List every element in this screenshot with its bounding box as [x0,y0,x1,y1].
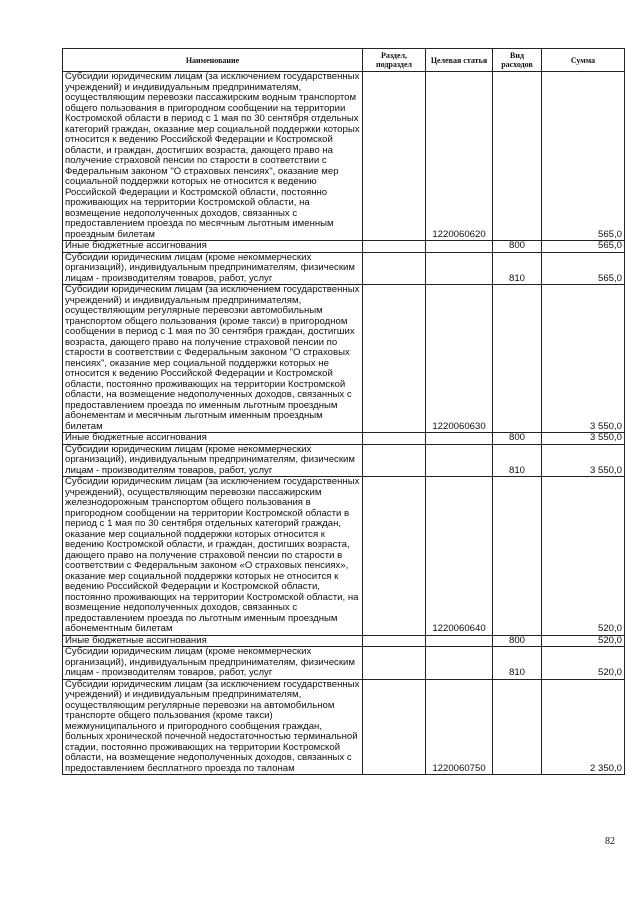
row-expense-type: 810 [493,444,542,477]
header-name: Наименование [63,49,363,72]
row-expense-type: 810 [493,252,542,285]
table-row [63,433,625,445]
row-section [363,285,426,433]
row-section [363,444,426,477]
row-section [363,433,426,445]
row-amount: 565,0 [542,252,625,285]
budget-table-page [62,48,624,775]
row-amount: 520,0 [542,635,625,647]
table-row [63,444,625,477]
row-amount: 565,0 [542,241,625,253]
row-amount: 520,0 [542,477,625,636]
row-name: Субсидии юридическим лицам (кроме некоммерческих организаций), индивидуальным предпринимателям, физическим лицам - производителям товаров, работ, услуг [63,647,363,680]
header-target: Целевая статья [426,49,493,72]
table-row [63,252,625,285]
row-name: Иные бюджетные ассигнования [63,635,363,647]
row-section [363,252,426,285]
row-expense-type [493,679,542,775]
row-target [426,647,493,680]
page-number: 82 [605,836,615,847]
row-amount: 3 550,0 [542,444,625,477]
header-amount: Сумма [542,49,625,72]
row-amount: 3 550,0 [542,285,625,433]
row-name: Субсидии юридическим лицам (за исключением государственных учреждений) и индивидуальным предпринимателям, осуществляющим регулярные перевозки автомобильным транспортом общего пользования (кроме такси) в пригородном сообщении в период с 1 мая по 30 сентября граждан, достигших возраста, дающего право на получение страховой пенсии по старости в соответствии с Федеральным законом "О страховых пенсиях", оказание мер социальной поддержки которых не относится к ведению Российской Федерации и Костромской области, постоянно проживающих на территории Костромской области, на возмещение недополученных доходов, связанных с предоставлением проезда по именным льготным проездным абонементам и месячным льготным именным проездным билетам [63,285,363,433]
row-target: 1220060630 [426,285,493,433]
row-target [426,241,493,253]
row-amount: 565,0 [542,72,625,241]
row-section [363,647,426,680]
row-expense-type: 800 [493,433,542,445]
row-target [426,252,493,285]
row-target [426,635,493,647]
row-name: Субсидии юридическим лицам (за исключением государственных учреждений) и индивидуальным предпринимателям, осуществляющим регулярные перевозки на автомобильном транспорте общего пользования (кроме такси) межмуниципального и пригородного сообщения граждан, больных хронической почечной недостаточностью терминальной стадии, постоянно проживающих на территории Костромской области, на возмещение недополученных доходов, связанных с предоставлением бесплатного проезда по талонам [63,679,363,775]
row-name: Иные бюджетные ассигнования [63,241,363,253]
row-amount: 3 550,0 [542,433,625,445]
row-expense-type [493,477,542,636]
table-header-row [63,49,625,72]
row-section [363,241,426,253]
row-name: Субсидии юридическим лицам (кроме некоммерческих организаций), индивидуальным предпринимателям, физическим лицам - производителям товаров, работ, услуг [63,444,363,477]
table-row [63,477,625,636]
table-row [63,72,625,241]
row-amount: 520,0 [542,647,625,680]
row-target: 1220060750 [426,679,493,775]
table-row [63,635,625,647]
row-target [426,444,493,477]
table-row [63,647,625,680]
row-section [363,635,426,647]
row-amount: 2 350,0 [542,679,625,775]
row-expense-type [493,72,542,241]
header-expense-type: Вид расходов [493,49,542,72]
row-name: Иные бюджетные ассигнования [63,433,363,445]
row-section [363,477,426,636]
table-row [63,679,625,775]
row-name: Субсидии юридическим лицам (кроме некоммерческих организаций), индивидуальным предпринимателям, физическим лицам - производителям товаров, работ, услуг [63,252,363,285]
row-name: Субсидии юридическим лицам (за исключением государственных учреждений), осуществляющим перевозки пассажирским железнодорожным транспортом общего пользования в пригородном сообщении на территории Костромской области в период с 1 мая по 30 сентября отдельных категорий граждан, оказание мер социальной поддержки которых относится к ведению Костромской области, и граждан, достигших возраста, дающего право на получение страховой пенсии по старости в соответствии с Федеральным законом «О страховых пенсиях», оказание мер социальной поддержки которых не относится к ведению Российской Федерации и Костромской области, постоянно проживающих на территории Костромской области, на возмещение недополученных доходов, связанных с предоставлением проезда по льготным именным проездным абонементным билетам [63,477,363,636]
row-expense-type: 810 [493,647,542,680]
row-expense-type: 800 [493,635,542,647]
row-target: 1220060620 [426,72,493,241]
row-section [363,679,426,775]
row-section [363,72,426,241]
row-target: 1220060640 [426,477,493,636]
budget-table [62,48,625,775]
header-section: Раздел, подраздел [363,49,426,72]
table-row [63,241,625,253]
table-row [63,285,625,433]
row-target [426,433,493,445]
row-expense-type: 800 [493,241,542,253]
row-expense-type [493,285,542,433]
row-name: Субсидии юридическим лицам (за исключением государственных учреждений) и индивидуальным предпринимателям, осуществляющим перевозки пассажирским водным транспортом общего пользования в пригородном сообщении на территории Костромской области в период с 1 мая по 30 сентября отдельных категорий граждан, оказание мер социальной поддержки которых относится к ведению Российской Федерации и Костромской области, и граждан, достигших возраста, дающего право на получение страховой пенсии по старости в соответствии с Федеральным законом "О страховых пенсиях", оказание мер социальной поддержки которых не относится к ведению Российской Федерации и Костромской области, постоянно проживающих на территории Костромской области, на возмещение недополученных доходов, связанных с предоставлением проезда по месячным льготным именным проездным билетам [63,72,363,241]
